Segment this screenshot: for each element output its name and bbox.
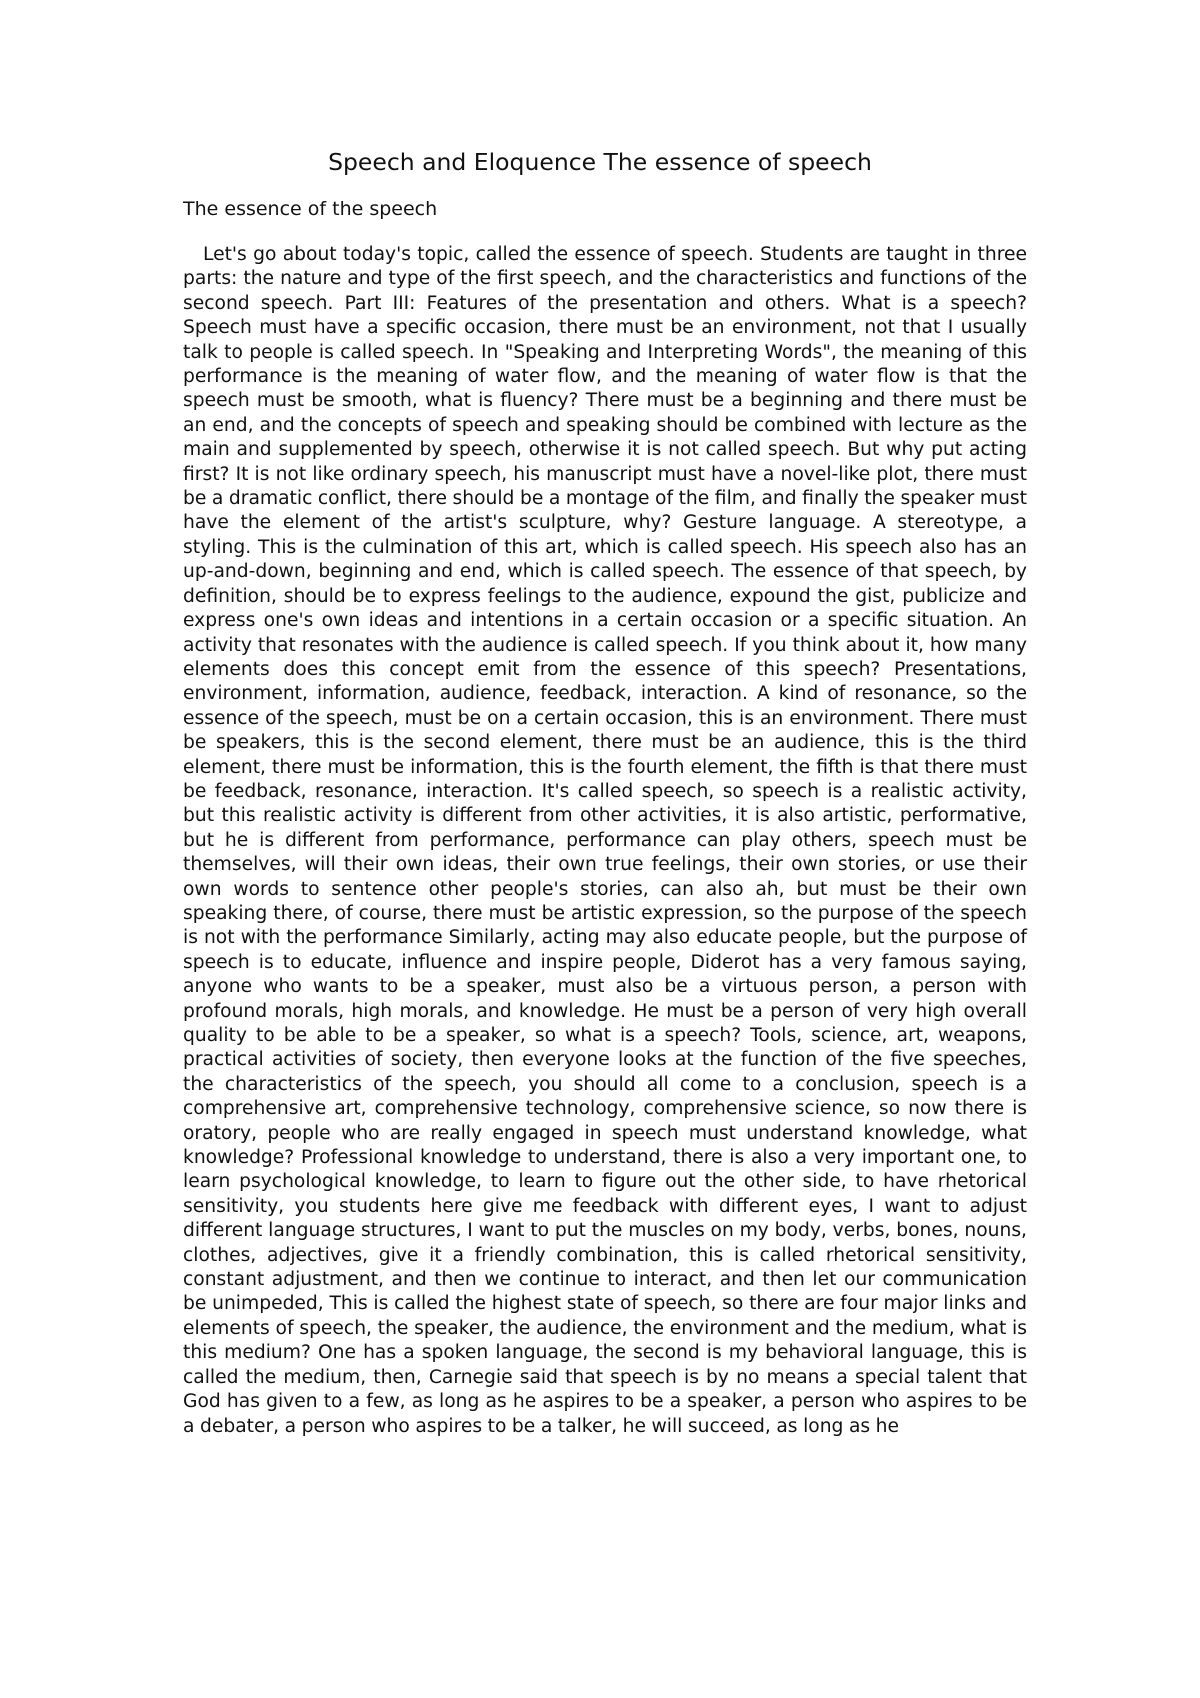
document-title: Speech and Eloquence The essence of speech (328, 148, 872, 176)
document-subtitle: The essence of the speech (183, 198, 438, 220)
body-paragraph: Let's go about today's topic, called the essence of speech. Students are taught in three parts: the nature and type of the first speech, and the characteristics and functions of the second speech. Part III: Features of the presentation and others. What is a speech? Speech must have a specific occasion, there must be an environment, not that I usually talk to people is called speech. In "Speaking and Interpreting Words", the meaning of this performance is the meaning of water flow, and the meaning of water flow is that the speech must be smooth, what is fluency? There must be a beginning and there must be an end, and the concepts of speech and speaking should be combined with lecture as the main and supplemented by speech, otherwise it is not called speech. But why put acting first? It is not like ordinary speech, his manuscript must have a novel-like plot, there must be a dramatic conflict, there should be a montage of the film, and finally the speaker must have the element of the artist's sculpture, why? Gesture language. A stereotype, a styling. This is the culmination of this art, which is called speech. His speech also has an up-and-down, beginning and end, which is called speech. The essence of that speech, by definition, should be to express feelings to the audience, expound the gist, publicize and express one's own ideas and intentions in a certain occasion or a specific situation. An activity that resonates with the audience is called speech. If you think about it, how many elements does this concept emit from the essence of this speech? Presentations, environment, information, audience, feedback, interaction. A kind of resonance, so the essence of the speech, must be on a certain occasion, this is an environment. There must be speakers, this is the second element, there must be an audience, this is the third element, there must be information, this is the fourth element, the fifth is that there must be feedback, resonance, interaction. It's called speech, so speech is a realistic activity, but this realistic activity is different from other activities, it is also artistic, performative, but he is different from performance, performance can play others, speech must be themselves, will their own ideas, their own true feelings, their own stories, or use their own words to sentence other people's stories, can also ah, but must be their own speaking there, of course, there must be artistic expression, so the purpose of the speech is not with the performance Similarly, acting may also educate people, but the purpose of speech is to educate, influence and inspire people, Diderot has a very famous saying, anyone who wants to be a speaker, must also be a virtuous person, a person with profound morals, high morals, and knowledge. He must be a person of very high overall quality to be able to be a speaker, so what is a speech? Tools, science, art, weapons, practical activities of society, then everyone looks at the function of the five speeches, the characteristics of the speech, you should all come to a conclusion, speech is a comprehensive art, comprehensive technology, comprehensive science, so now there is oratory, people who are really engaged in speech must understand knowledge, what knowledge? Professional knowledge to understand, there is also a very important one, to learn psychological knowledge, to learn to figure out the other side, to have rhetorical sensitivity, you students here give me feedback with different eyes, I want to adjust different language structures, I want to put the muscles on my body, verbs, bones, nouns, clothes, adjectives, give it a friendly combination, this is called rhetorical sensitivity, constant adjustment, and then we continue to interact, and then let our communication be unimpeded, This is called the highest state of speech, so there are four major links and elements of speech, the speaker, the audience, the environment and the medium, what is this medium? One has a spoken language, the second is my behavioral language, this is called the medium, then, Carnegie said that speech is by no means a special talent that God has given to a few, as long as he aspires to be a speaker, a person who aspires to be a debater, a person who aspires to be a talker, he will succeed, as long as he (183, 244, 1027, 1437)
